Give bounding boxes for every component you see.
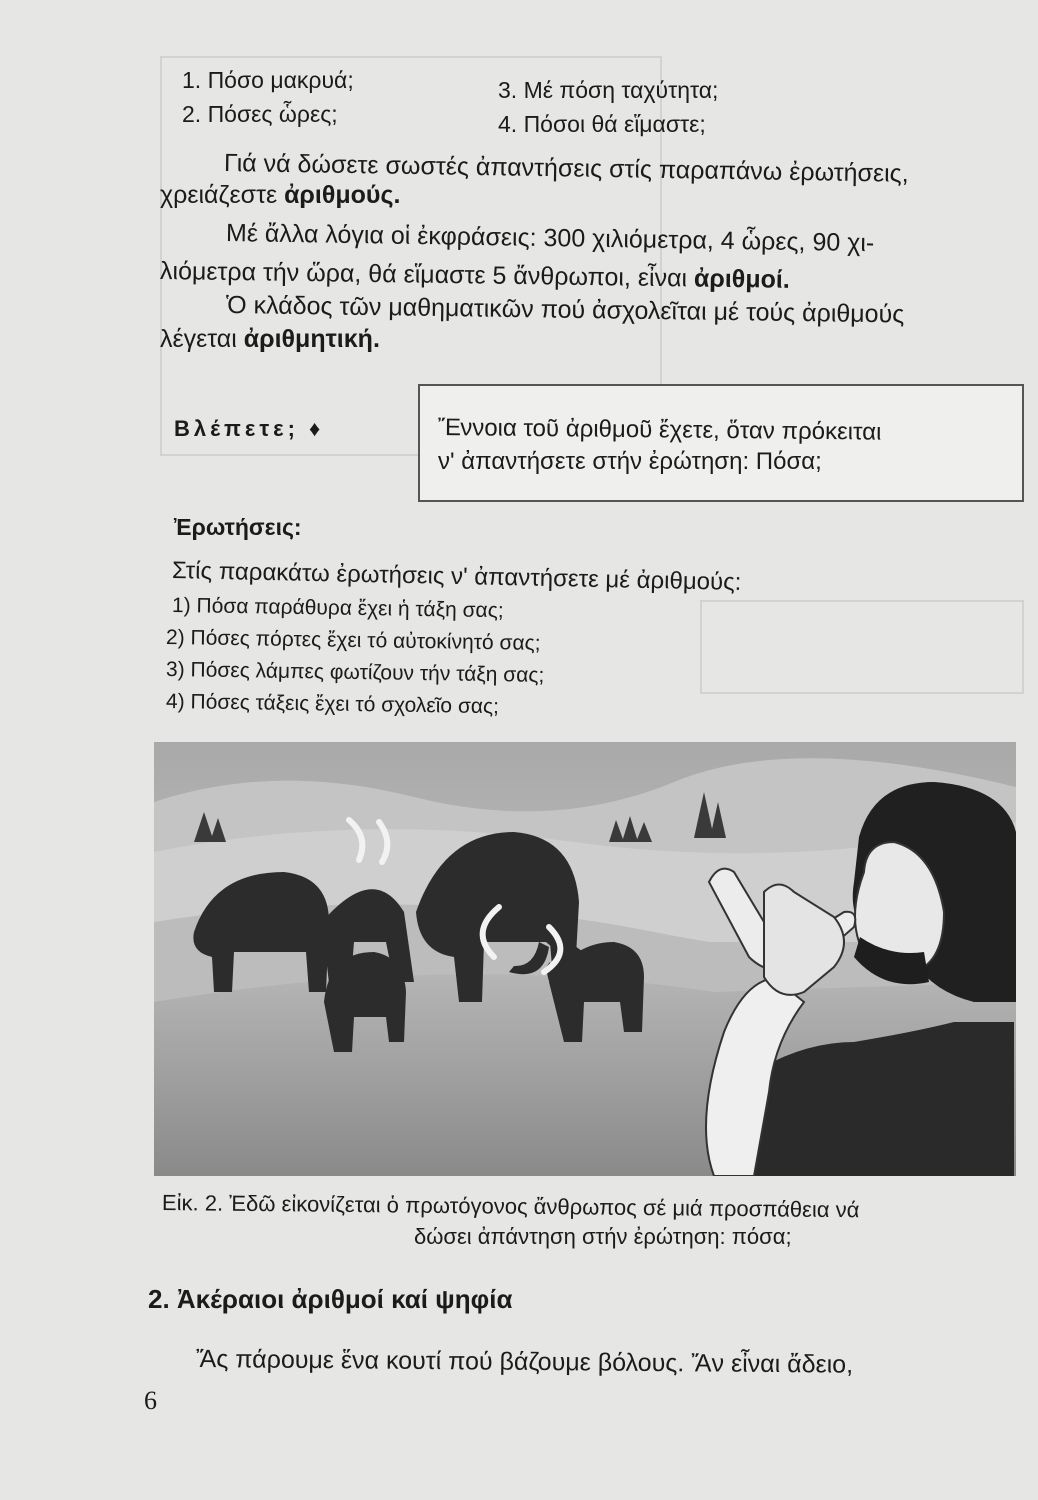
paragraph-2-line-1: Μέ ἄλλα λόγια οἱ ἐκφράσεις: 300 χιλιόμετρα, 4 ὧρες, 90 χι- [225, 219, 875, 258]
question-item-3: 3) Πόσες λάμπες φωτίζουν τήν τάξη σας; [165, 658, 545, 687]
question-item-1: 1) Πόσα παράθυρα ἔχει ἡ τάξη σας; [171, 594, 504, 623]
bold-term-numbers: ἀριθμούς. [284, 181, 401, 209]
top-question-2: 2. Πόσες ὧρες; [182, 101, 338, 127]
definition-callout-box [418, 384, 1024, 502]
paragraph-3-line-1: Ὁ κλάδος τῶν μαθηματικῶν πού ἀσχολεῖται μέ τούς ἀριθμούς [225, 291, 905, 329]
question-item-2: 2) Πόσες πόρτες ἔχει τό αὐτοκίνητό σας; [165, 626, 541, 655]
question-item-4: 4) Πόσες τάξεις ἔχει τό σχολεῖο σας; [165, 690, 500, 719]
top-question-4: 4. Πόσοι θά εἵμαστε; [498, 111, 706, 137]
bold-term-arithmetic: ἀριθμητική. [243, 325, 380, 353]
top-question-3: 3. Μέ πόση ταχύτητα; [498, 77, 719, 103]
show-through-frame-right [700, 600, 1024, 694]
see-label: Βλέπετε; ♦ [174, 416, 325, 441]
page-number: 6 [144, 1386, 157, 1415]
callout-line-1: Ἔννοια τοῦ ἀριθμοῦ ἔχετε, ὅταν πρόκειται [437, 414, 882, 446]
figure-caption-line-2: δώσει ἀπάντηση στήν ἐρώτηση: πόσα; [414, 1224, 792, 1249]
section-2-heading: 2. Ἀκέραιοι ἀριθμοί καί ψηφία [148, 1284, 513, 1314]
questions-heading: Ἐρωτήσεις: [174, 514, 302, 540]
paragraph-2-line-2: λιόμετρα τήν ὥρα, θά εἵμαστε 5 ἄνθρωποι, εἶναι ἀριθμοί. [159, 257, 790, 294]
figure-caption-line-1: Εἰκ. 2. Ἐδῶ εἰκονίζεται ὁ πρωτόγονος ἄνθρωπος σέ μιά προσπάθεια νά [161, 1190, 860, 1223]
paragraph-3-line-2: λέγεται ἀριθμητική. [160, 325, 380, 353]
mammoth-illustration [154, 742, 1016, 1176]
paragraph-1-line-2: χρειάζεστε ἀριθμούς. [160, 181, 401, 209]
paragraph-1-line-1: Γιά νά δώσετε σωστές ἀπαντήσεις στίς παραπάνω ἐρωτήσεις, [223, 149, 909, 188]
top-question-1: 1. Πόσο μακρυά; [182, 67, 354, 93]
mammoth-scene-drawing [154, 742, 1016, 1176]
section-2-first-line: Ἄς πάρουμε ἕνα κουτί πού βάζουμε βόλους. Ἄν εἶναι ἄδειο, [195, 1345, 854, 1379]
bold-term-numbers-plural: ἀριθμοί. [693, 264, 790, 294]
questions-intro: Στίς παρακάτω ἐρωτήσεις ν' ἀπαντήσετε μέ ἀριθμούς: [171, 557, 742, 596]
callout-line-2: ν' ἀπαντήσετε στήν ἐρώτηση: Πόσα; [438, 448, 822, 475]
